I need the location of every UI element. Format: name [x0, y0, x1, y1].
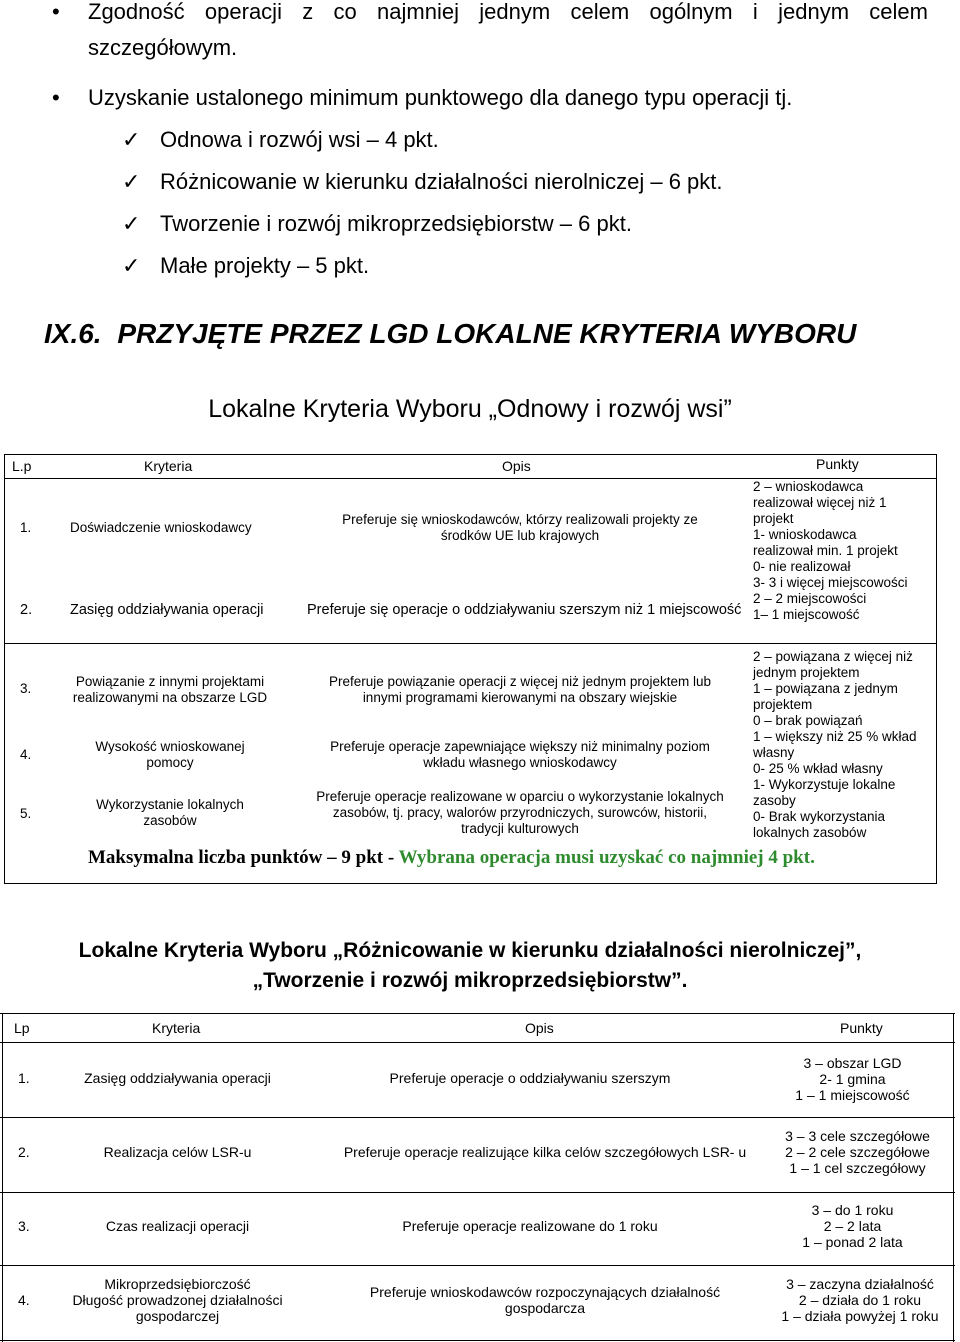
bullet-glyph: • — [52, 85, 60, 110]
table2-line — [0, 1192, 955, 1193]
max-points-text: Maksymalna liczba punktów – 9 pkt - — [88, 847, 399, 868]
table2-row3-lp: 3. — [18, 1218, 30, 1234]
section-title: PRZYJĘTE PRZEZ LGD LOKALNE KRYTERIA WYBORU — [117, 318, 857, 349]
table1-row1-opis: Preferuje się wnioskodawców, którzy realizowali projekty ze środków UE lub krajowych — [342, 512, 698, 543]
table2-title: Lokalne Kryteria Wyboru „Różnicowanie w kierunku działalności nierolniczej”, „Tworzenie i rozwój mikroprzedsiębiorstw”. — [78, 939, 862, 992]
table1-row1-lp: 1. — [20, 520, 32, 535]
check-text: Tworzenie i rozwój mikroprzedsiębiorstw – 6 pkt. — [160, 211, 632, 236]
table2-row1-lp: 1. — [18, 1070, 30, 1086]
table2-row2-kryteria: Realizacja celów LSR-u — [103, 1144, 252, 1160]
table1-points-bottom: 2 – powiązana z więcej niż jednym projektem 1 – powiązana z jednym projektem 0 – brak powiązań 1 – większy niż 25 % wkład własny 0- 25 % wkład własny 1- Wykorzystuje lokalne zasoby 0- Brak wykorzystania lokalnych zasobów — [753, 649, 917, 840]
table2-line — [0, 1340, 955, 1341]
table2-header-punkty: Punkty — [840, 1020, 883, 1036]
section-number: IX.6. — [44, 318, 102, 349]
table2-row3-opis: Preferuje operacje realizowane do 1 roku — [402, 1218, 658, 1234]
table1-row2-opis: Preferuje się operacje o oddziaływaniu szerszym niż 1 miejscowość — [307, 602, 742, 618]
min-points-requirement: Wybrana operacja musi uzyskać co najmniej 4 pkt. — [398, 847, 815, 868]
section-heading — [44, 318, 856, 350]
table1-row5-lp: 5. — [20, 806, 32, 821]
table2 — [0, 1013, 960, 1342]
table1-header-kryteria: Kryteria — [144, 458, 193, 474]
table2-row3-punkty: 3 – do 1 roku 2 – 2 lata 1 – ponad 2 lata — [802, 1202, 903, 1250]
table2-row4-lp: 4. — [18, 1292, 30, 1308]
max-points-line — [88, 847, 815, 869]
table1-row5-opis: Preferuje operacje realizowane w oparciu o wykorzystanie lokalnych zasobów, tj. pracy, walorów przyrodniczych, surowców, historii, tradycji kulturowych — [316, 789, 724, 836]
table2-row4-kryteria: Mikroprzedsiębiorczość Długość prowadzonej działalności gospodarczej — [72, 1276, 283, 1324]
table2-line — [0, 1265, 955, 1266]
table2-header-lp: Lp — [14, 1020, 30, 1036]
table1-header-lp: L.p — [12, 458, 32, 474]
check-item — [0, 126, 960, 156]
table2-row1-kryteria: Zasięg oddziaływania operacji — [84, 1070, 271, 1086]
table1-row3-kryteria: Powiązanie z innymi projektami realizowanymi na obszarze LGD — [72, 674, 268, 705]
table1-row5-kryteria: Wykorzystanie lokalnych zasobów — [96, 797, 244, 828]
table2-line — [0, 1042, 955, 1043]
check-icon: ✓ — [122, 169, 141, 194]
table1-row4-lp: 4. — [20, 747, 32, 762]
check-icon: ✓ — [122, 211, 141, 236]
check-text: Odnowa i rozwój wsi – 4 pkt. — [160, 127, 439, 152]
table2-row2-opis: Preferuje operacje realizujące kilka celów szczegółowych LSR- u — [343, 1144, 747, 1160]
check-item — [0, 210, 960, 240]
bullet-text-line: szczegółowym. — [88, 35, 238, 60]
table1-header-opis: Opis — [502, 458, 531, 474]
table2-row2-punkty: 3 – 3 cele szczegółowe 2 – 2 cele szczegółowe 1 – 1 cel szczegółowy — [785, 1128, 930, 1176]
check-item — [0, 168, 960, 198]
table1-row2-kryteria: Zasięg oddziaływania operacji — [70, 602, 264, 618]
bullet-text-line: Uzyskanie ustalonego minimum punktowego dla danego typu operacji tj. — [88, 85, 793, 110]
table1-row4-opis: Preferuje operacje zapewniające większy niż minimalny poziom wkładu własnego wnioskodawcy — [330, 739, 710, 770]
check-text: Małe projekty – 5 pkt. — [160, 253, 370, 278]
table1-row3-opis: Preferuje powiązanie operacji z więcej niż jednym projektem lub innymi programami kierowanymi na obszary wiejskie — [329, 674, 711, 705]
table1-points-top: 2 – wnioskodawca realizował więcej niż 1 projekt 1- wnioskodawca realizował min. 1 projekt 0- nie realizował 3- 3 i więcej miejscowości 2 – 2 miejscowości 1– 1 miejscowość — [753, 479, 908, 622]
table1-header-punkty: Punkty — [816, 456, 859, 472]
check-item — [0, 252, 960, 282]
bullet-item — [0, 84, 960, 114]
table1-title: Lokalne Kryteria Wyboru „Odnowy i rozwój wsi” — [208, 395, 732, 423]
check-icon: ✓ — [122, 253, 141, 278]
table2-row2-lp: 2. — [18, 1144, 30, 1160]
bullet-item — [0, 0, 960, 58]
table1-row-divider — [4, 643, 937, 644]
table2-header-kryteria: Kryteria — [152, 1020, 201, 1036]
bullet-glyph: • — [52, 0, 60, 24]
table2-row4-punkty: 3 – zaczyna działalność 2 – działa do 1 roku 1 – działa powyżej 1 roku — [781, 1276, 939, 1324]
table1-row1-kryteria: Doświadczenie wnioskodawcy — [70, 520, 252, 535]
table1-row2-lp: 2. — [20, 602, 33, 618]
table1-row3-lp: 3. — [20, 681, 32, 696]
table2-line — [0, 1013, 955, 1014]
table2-row4-opis: Preferuje wnioskodawców rozpoczynających działalność gospodarcza — [369, 1284, 721, 1316]
table2-line — [0, 1117, 955, 1118]
table2-row1-opis: Preferuje operacje o oddziaływaniu szerszym — [389, 1070, 671, 1086]
bullet-text-line: Zgodność operacji z co najmniej jednym celem ogólnym i jednym celem — [88, 0, 928, 24]
table1-row4-kryteria: Wysokość wnioskowanej pomocy — [95, 739, 245, 770]
table2-line — [2, 1013, 3, 1342]
check-icon: ✓ — [122, 127, 141, 152]
table2-header-opis: Opis — [525, 1020, 554, 1036]
table2-row3-kryteria: Czas realizacji operacji — [105, 1218, 250, 1234]
table2-row1-punkty: 3 – obszar LGD 2- 1 gmina 1 – 1 miejscowość — [795, 1055, 910, 1103]
check-text: Różnicowanie w kierunku działalności nierolniczej – 6 pkt. — [160, 169, 723, 194]
